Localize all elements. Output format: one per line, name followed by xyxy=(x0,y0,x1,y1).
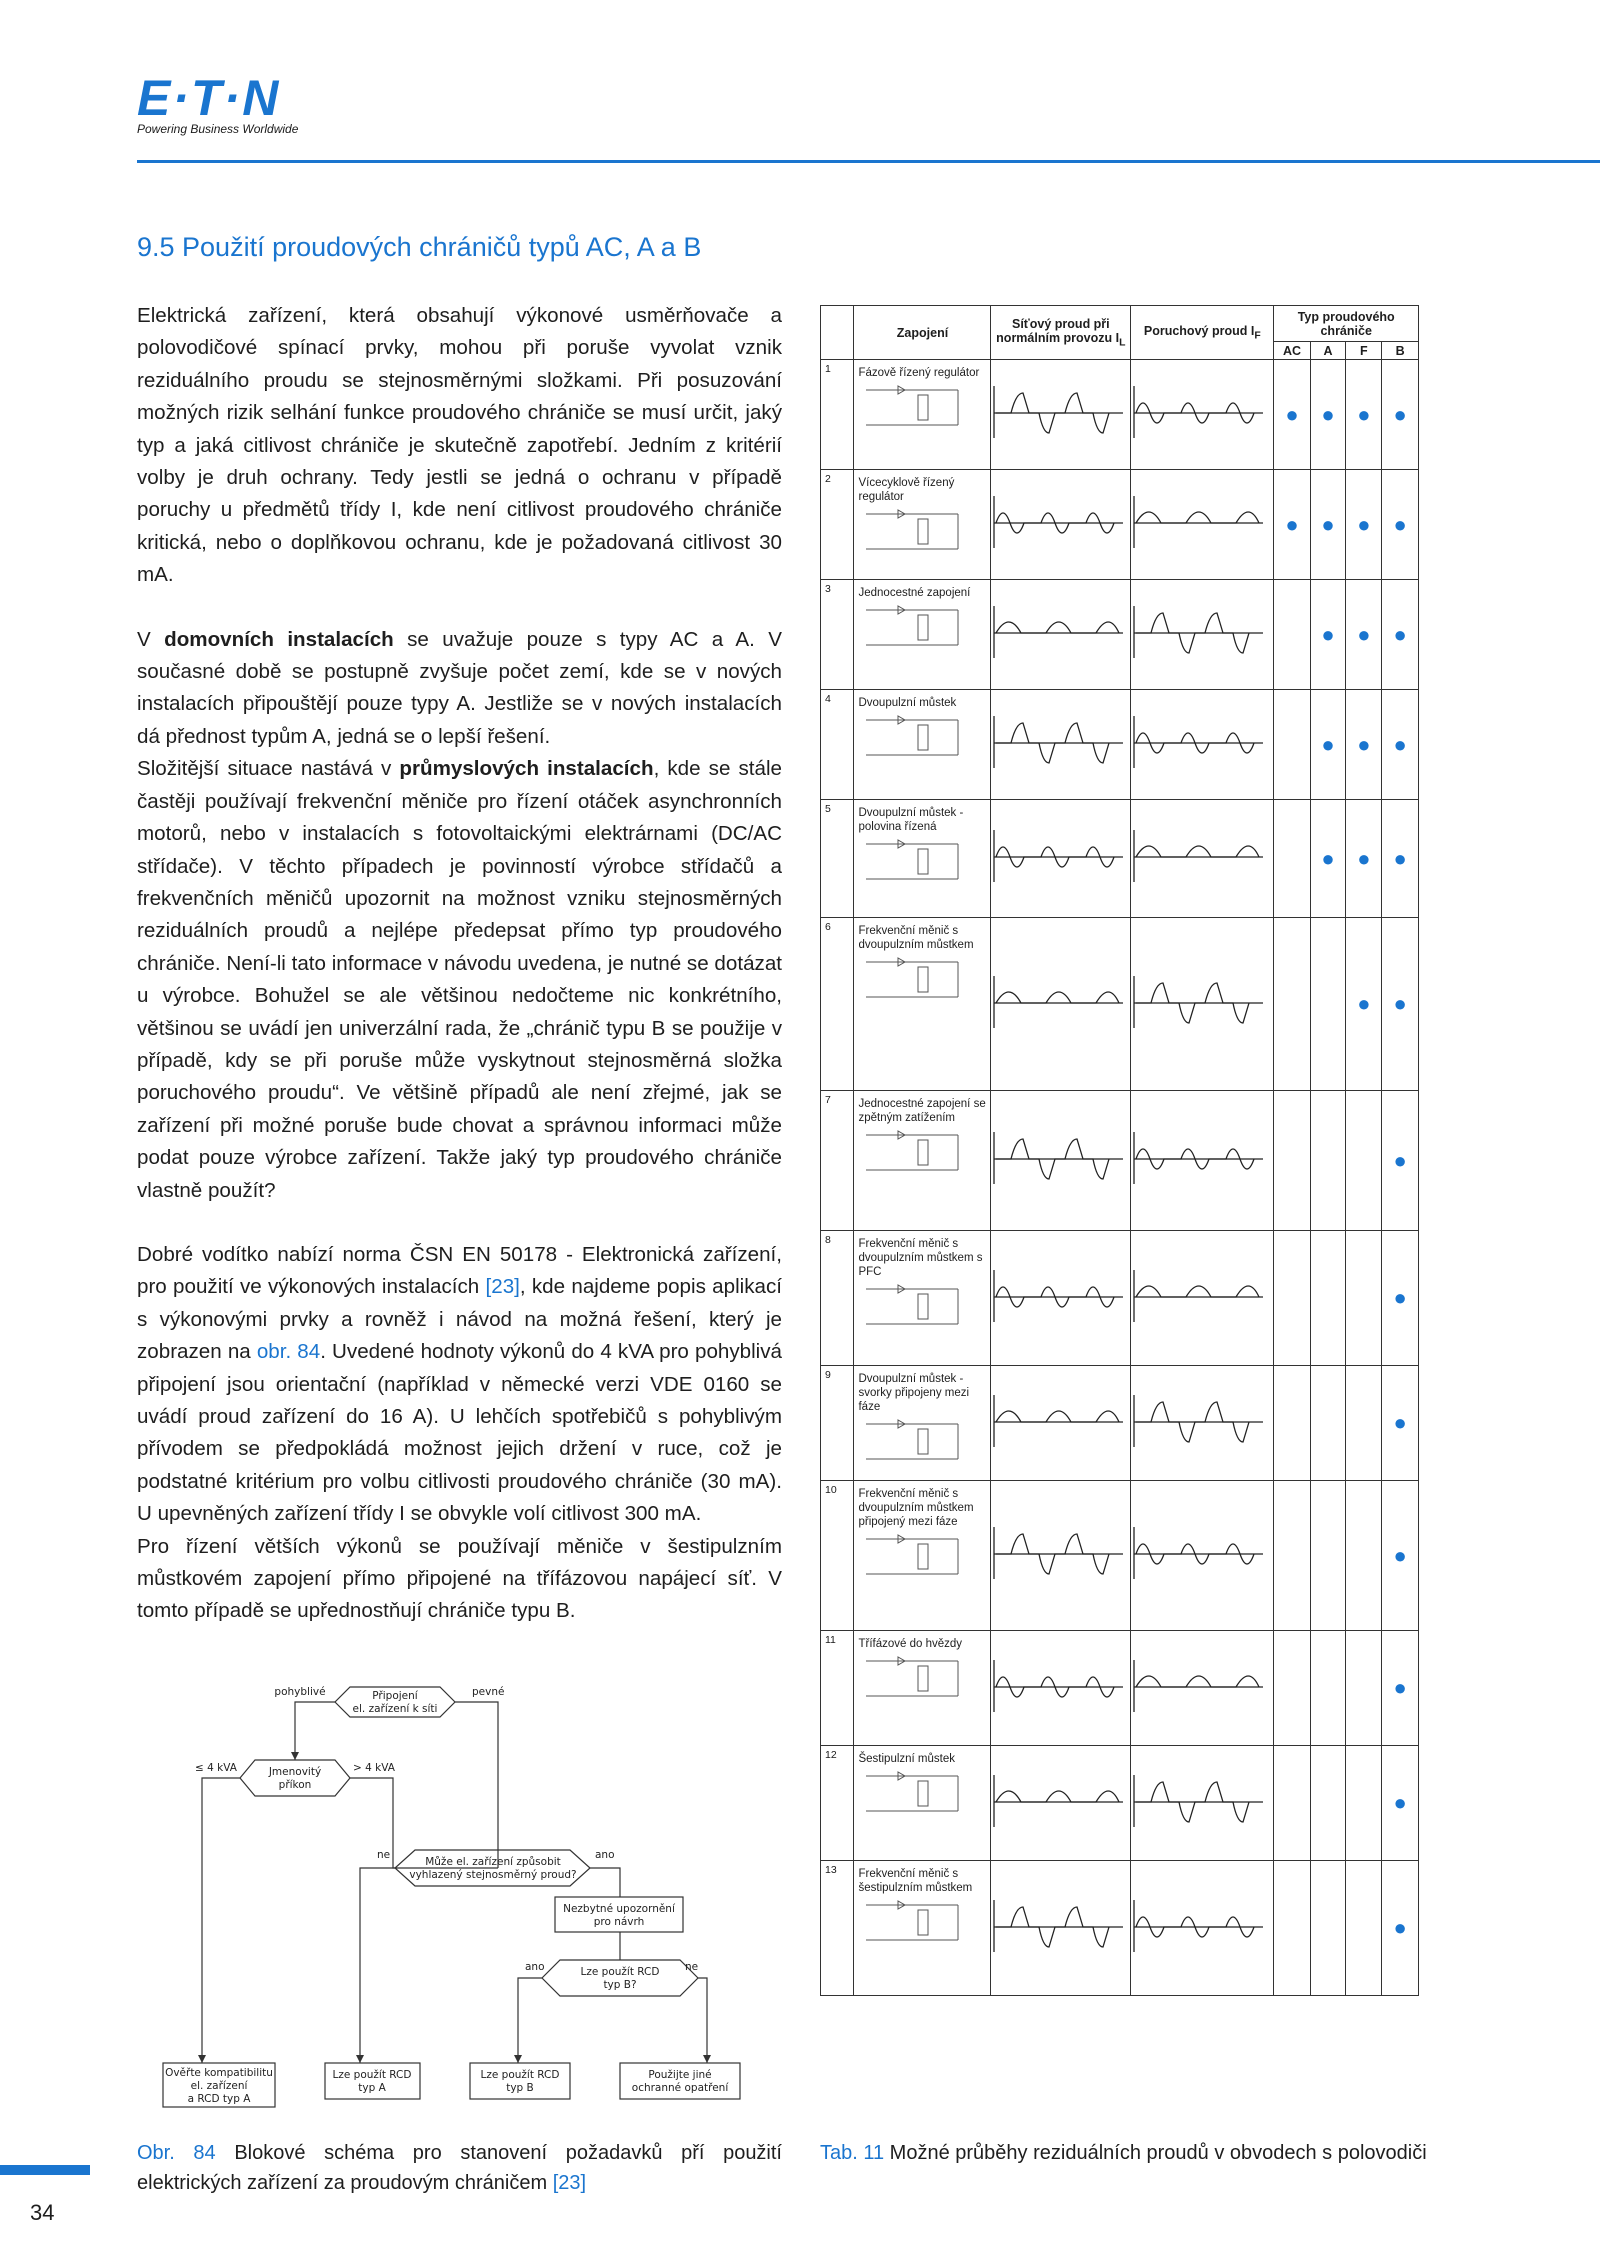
type-mark-f: ● xyxy=(1346,918,1382,1091)
type-mark-ac: ● xyxy=(1274,470,1310,580)
type-mark-ac xyxy=(1274,1631,1310,1746)
row-circuit-label: Fázově řízený regulátor xyxy=(854,360,991,470)
flow-b-line2: typ B? xyxy=(603,1979,637,1991)
type-mark-ac xyxy=(1274,1861,1310,1996)
type-mark-a xyxy=(1310,1631,1346,1746)
col-type-b: B xyxy=(1382,342,1419,360)
row-circuit-label: Šestipulzní můstek xyxy=(854,1746,991,1861)
flow-power-line2: příkon xyxy=(278,1779,312,1791)
flow-label-mobile: pohyblivé xyxy=(274,1686,326,1698)
flow-out1-line3: a RCD typ A xyxy=(187,2093,251,2105)
row-number: 3 xyxy=(821,580,854,690)
flow-label-gt4: > 4 kVA xyxy=(353,1762,395,1774)
paragraph-2: V domovních instalacích se uvažuje pouze s typy AC a A. V současné době se postupně zvyšuje počet zemí, kde se v nových instalacích připouštějí pouze typy A. Jestliže se v nových instalacích dá přednost typům A, jedná se o lepší řešení. xyxy=(137,627,782,748)
type-mark-a xyxy=(1310,1366,1346,1481)
body-text xyxy=(137,300,782,1660)
waveform-normal xyxy=(991,800,1131,918)
eaton-logo xyxy=(137,70,337,136)
type-mark-ac xyxy=(1274,1746,1310,1861)
page-number-bar xyxy=(0,2165,90,2175)
waveform-normal xyxy=(991,690,1131,800)
flow-label-le4: ≤ 4 kVA xyxy=(195,1762,237,1774)
waveform-normal xyxy=(991,1091,1131,1231)
type-mark-ac xyxy=(1274,918,1310,1091)
circuit-schematic xyxy=(858,1766,986,1826)
caption-citation-link[interactable]: [23] xyxy=(552,2172,587,2194)
type-mark-b: ● xyxy=(1382,1631,1419,1746)
row-number: 1 xyxy=(821,360,854,470)
table-row xyxy=(821,1231,1419,1366)
table-row xyxy=(821,918,1419,1091)
waveform-normal xyxy=(991,1746,1131,1861)
type-mark-b: ● xyxy=(1382,690,1419,800)
waveform-normal xyxy=(991,918,1131,1091)
flow-out2-line1: Lze použít RCD xyxy=(332,2069,412,2081)
type-mark-b: ● xyxy=(1382,800,1419,918)
circuit-schematic xyxy=(858,710,986,770)
waveform-fault xyxy=(1131,800,1274,918)
type-mark-b: ● xyxy=(1382,360,1419,470)
type-mark-b: ● xyxy=(1382,1231,1419,1366)
table-row xyxy=(821,690,1419,800)
table-row xyxy=(821,1366,1419,1481)
paragraph-4: Dobré vodítko nabízí norma ČSN EN 50178 - Elektronická zařízení, pro použití ve výkonových instalacích [23], kde najdeme popis aplikací s výkonovými prvky a rovněž i návod na možná řešení, který je zobrazen na obr. 84. Uvedené hodnoty výkonů do 4 kVA pro pohyblivá připojení jsou orientační (například v německé verzi VDE 0160 se uvádí proud zařízení do 16 A). U lehčích spotřebičů s pohyblivým přívodem se předpokládá možnost jejich držení v ruce, což je podstatné kritérium pro volbu citlivosti proudového chrániče (30 mA). U upevněných zařízení třídy I se obvykle volí citlivost 300 mA. xyxy=(137,1242,783,1526)
row-number: 4 xyxy=(821,690,854,800)
flow-label-ne1: ne xyxy=(377,1849,391,1861)
circuit-schematic xyxy=(858,1414,986,1474)
type-mark-b: ● xyxy=(1382,1746,1419,1861)
row-number: 12 xyxy=(821,1746,854,1861)
col-type-ac: AC xyxy=(1274,342,1310,360)
paragraph-5: Pro řízení větších výkonů se používají měniče v šestipulzním můstkovém zapojení přímo připojené na třífázovou napájecí síť. V tomto případě se upřednostňují chrániče typu B. xyxy=(137,1534,782,1623)
row-number: 8 xyxy=(821,1231,854,1366)
type-mark-a xyxy=(1310,1481,1346,1631)
type-mark-a xyxy=(1310,1746,1346,1861)
type-mark-ac xyxy=(1274,580,1310,690)
flow-warn-line1: Nezbytné upozornění xyxy=(563,1903,675,1915)
row-circuit-label: Jednocestné zapojení se zpětným zatížením xyxy=(854,1091,991,1231)
flow-dc-line2: vyhlazený stejnosměrný proud? xyxy=(409,1869,577,1881)
table-row xyxy=(821,1631,1419,1746)
flow-out4-line2: ochranné opatření xyxy=(631,2082,729,2094)
row-number: 11 xyxy=(821,1631,854,1746)
figure-link[interactable]: obr. 84 xyxy=(256,1340,321,1364)
row-number: 2 xyxy=(821,470,854,580)
row-circuit-label: Frekvenční měnič s dvoupulzním můstkem připojený mezi fáze xyxy=(854,1481,991,1631)
page-number: 34 xyxy=(30,2200,55,2225)
flowchart xyxy=(150,1675,750,2115)
type-mark-a xyxy=(1310,1231,1346,1366)
flow-out4-line1: Použijte jiné xyxy=(648,2069,712,2081)
circuit-schematic xyxy=(858,600,986,660)
section-heading: 9.5 Použití proudových chráničů typů AC, A a B xyxy=(137,232,702,262)
flow-warn-line2: pro návrh xyxy=(593,1916,645,1928)
row-number: 7 xyxy=(821,1091,854,1231)
type-mark-f: ● xyxy=(1346,800,1382,918)
type-mark-f: ● xyxy=(1346,470,1382,580)
circuit-schematic xyxy=(858,1529,986,1589)
row-number: 10 xyxy=(821,1481,854,1631)
row-circuit-label: Třífázové do hvězdy xyxy=(854,1631,991,1746)
flow-label-ano2: ano xyxy=(525,1961,545,1973)
type-mark-a: ● xyxy=(1310,800,1346,918)
flow-label-ano1: ano xyxy=(595,1849,615,1861)
row-circuit-label: Frekvenční měnič s šestipulzním můstkem xyxy=(854,1861,991,1996)
flow-out3-line1: Lze použít RCD xyxy=(480,2069,560,2081)
flow-start-line1: Připojení xyxy=(372,1690,418,1702)
flow-dc-line1: Může el. zařízení způsobit xyxy=(425,1856,561,1868)
flow-label-fixed: pevné xyxy=(472,1686,505,1698)
waveform-fault xyxy=(1131,1746,1274,1861)
type-mark-ac xyxy=(1274,690,1310,800)
circuit-schematic xyxy=(858,380,986,440)
table-row xyxy=(821,1861,1419,1996)
type-mark-f xyxy=(1346,1091,1382,1231)
type-mark-ac xyxy=(1274,1481,1310,1631)
citation-link[interactable]: [23] xyxy=(485,1275,520,1299)
waveform-normal xyxy=(991,470,1131,580)
circuit-schematic xyxy=(858,1651,986,1711)
row-number: 13 xyxy=(821,1861,854,1996)
type-mark-a: ● xyxy=(1310,470,1346,580)
waveform-fault xyxy=(1131,360,1274,470)
type-mark-b: ● xyxy=(1382,1861,1419,1996)
type-mark-a xyxy=(1310,1091,1346,1231)
type-mark-a xyxy=(1310,1861,1346,1996)
circuit-schematic xyxy=(858,1895,986,1955)
row-circuit-label: Dvoupulzní můstek - svorky připojeny mezi fáze xyxy=(854,1366,991,1481)
type-mark-f: ● xyxy=(1346,580,1382,690)
logo-tagline: Powering Business Worldwide xyxy=(137,122,299,136)
flow-start-line2: el. zařízení k síti xyxy=(352,1703,438,1715)
col-poruchovy-proud: Poruchový proud $I_F$ xyxy=(1131,306,1274,360)
type-mark-f xyxy=(1346,1231,1382,1366)
col-typ-chranice: Typ proudového chrániče xyxy=(1274,306,1419,342)
type-mark-a xyxy=(1310,918,1346,1091)
row-number: 9 xyxy=(821,1366,854,1481)
col-num-header xyxy=(821,306,854,360)
waveform-fault xyxy=(1131,1091,1274,1231)
residual-current-table xyxy=(820,305,1419,1996)
row-circuit-label: Jednocestné zapojení xyxy=(854,580,991,690)
waveform-fault xyxy=(1131,580,1274,690)
type-mark-f xyxy=(1346,1366,1382,1481)
circuit-schematic xyxy=(858,1125,986,1185)
waveform-normal xyxy=(991,1631,1131,1746)
table-row xyxy=(821,580,1419,690)
type-mark-f xyxy=(1346,1746,1382,1861)
type-mark-f xyxy=(1346,1481,1382,1631)
row-circuit-label: Dvoupulzní můstek - polovina řízená xyxy=(854,800,991,918)
waveform-fault xyxy=(1131,470,1274,580)
waveform-normal xyxy=(991,1861,1131,1996)
table-row xyxy=(821,800,1419,918)
type-mark-a: ● xyxy=(1310,690,1346,800)
waveform-normal xyxy=(991,1481,1131,1631)
type-mark-a: ● xyxy=(1310,360,1346,470)
row-circuit-label: Vícecyklově řízený regulátor xyxy=(854,470,991,580)
table-row xyxy=(821,470,1419,580)
type-mark-b: ● xyxy=(1382,470,1419,580)
type-mark-ac: ● xyxy=(1274,360,1310,470)
waveform-fault xyxy=(1131,918,1274,1091)
type-mark-f: ● xyxy=(1346,690,1382,800)
flow-b-line1: Lze použít RCD xyxy=(580,1966,660,1978)
waveform-normal xyxy=(991,580,1131,690)
table-row xyxy=(821,1091,1419,1231)
type-mark-a: ● xyxy=(1310,580,1346,690)
type-mark-b: ● xyxy=(1382,1091,1419,1231)
waveform-fault xyxy=(1131,690,1274,800)
circuit-schematic xyxy=(858,1279,986,1339)
type-mark-ac xyxy=(1274,1366,1310,1481)
waveform-fault xyxy=(1131,1231,1274,1366)
flow-out1-line2: el. zařízení xyxy=(190,2080,248,2092)
circuit-schematic xyxy=(858,834,986,894)
col-zapojeni: Zapojení xyxy=(854,306,991,360)
row-circuit-label: Frekvenční měnič s dvoupulzním můstkem xyxy=(854,918,991,1091)
waveform-fault xyxy=(1131,1861,1274,1996)
table-row xyxy=(821,1746,1419,1861)
type-mark-ac xyxy=(1274,800,1310,918)
type-mark-f xyxy=(1346,1631,1382,1746)
table-row xyxy=(821,1481,1419,1631)
type-mark-f: ● xyxy=(1346,360,1382,470)
waveform-normal xyxy=(991,1231,1131,1366)
table-caption: Tab. 11 Možné průběhy reziduálních proudů v obvodech s polovodiči xyxy=(820,2142,1427,2164)
type-mark-b: ● xyxy=(1382,1366,1419,1481)
logo-wordmark: E·T·N xyxy=(137,70,281,126)
type-mark-f xyxy=(1346,1861,1382,1996)
circuit-schematic xyxy=(858,504,986,564)
paragraph-3: Složitější situace nastává v průmyslových instalacích, kde se stále častěji používají frekvenční měniče pro řízení otáček asynchronních motorů, nebo v instalacích s fotovoltaickými elektrárnami (DC/AC střídače). V těchto případech je povinností výrobce střídačů a frekvenčních měničů upozornit na možnost vzniku stejnosměrných reziduálních proudů a nejlépe předepsat přímo typ proudového chrániče. Není-li tato informace v návodu uvedena, je nutné se dotázat u výrobce. Bohužel se ale většinou nedočteme nic konkrétního, většinou se uvádí jen univerzální rada, že „chránič typu B se použije v případě, kdy se při poruše může vyskytnout stejnosměrná složka poruchového proudu“. Ve většině případů ale není zřejmé, jak se zařízení při možné poruše bude chovat a správnou informaci může podat pouze výrobce zařízení. Takže jaký typ proudového chrániče vlastně použít? xyxy=(137,757,782,1202)
flow-power-line1: Jmenovitý xyxy=(268,1766,322,1778)
waveform-normal xyxy=(991,1366,1131,1481)
waveform-fault xyxy=(1131,1366,1274,1481)
type-mark-b: ● xyxy=(1382,580,1419,690)
row-number: 6 xyxy=(821,918,854,1091)
type-mark-b: ● xyxy=(1382,1481,1419,1631)
flow-out3-line2: typ B xyxy=(506,2082,534,2094)
flow-label-ne2: ne xyxy=(685,1961,699,1973)
row-circuit-label: Frekvenční měnič s dvoupulzním můstkem s PFC xyxy=(854,1231,991,1366)
col-sitovy-proud: Síťový proud při normálním provozu $I_L$ xyxy=(991,306,1131,360)
row-number: 5 xyxy=(821,800,854,918)
flow-out1-line1: Ověřte kompatibilitu xyxy=(165,2067,273,2079)
waveform-fault xyxy=(1131,1481,1274,1631)
header-rule xyxy=(137,160,1600,163)
table-row xyxy=(821,360,1419,470)
flow-out2-line2: typ A xyxy=(358,2082,386,2094)
col-type-a: A xyxy=(1310,342,1346,360)
type-mark-b: ● xyxy=(1382,918,1419,1091)
type-mark-ac xyxy=(1274,1091,1310,1231)
paragraph-1: Elektrická zařízení, která obsahují výkonové usměrňovače a polovodičové spínací prvky, mohou při poruše vyvolat vznik reziduálního proudu se stejnosměrnými složkami. Při posuzování možných rizik selhání funkce proudového chrániče se musí určit, jaký typ a jaká citlivost chrániče je skutečně zapotřebí. Jedním z kritérií volby je druh ochrany. Tedy jestli se jedná o ochranu v případě poruchy u předmětů třídy I, kde není citlivost proudového chrániče kritická, nebo o doplňkovou ochranu, kde je požadovaná citlivost 30 mA. xyxy=(137,304,782,587)
circuit-schematic xyxy=(858,952,986,1012)
figure-caption: Obr. 84 Blokové schéma pro stanovení požadavků pří použití elektrických zařízení za proudovým chráničem [23] xyxy=(137,2142,782,2194)
waveform-normal xyxy=(991,360,1131,470)
row-circuit-label: Dvoupulzní můstek xyxy=(854,690,991,800)
waveform-fault xyxy=(1131,1631,1274,1746)
type-mark-ac xyxy=(1274,1231,1310,1366)
col-type-f: F xyxy=(1346,342,1382,360)
